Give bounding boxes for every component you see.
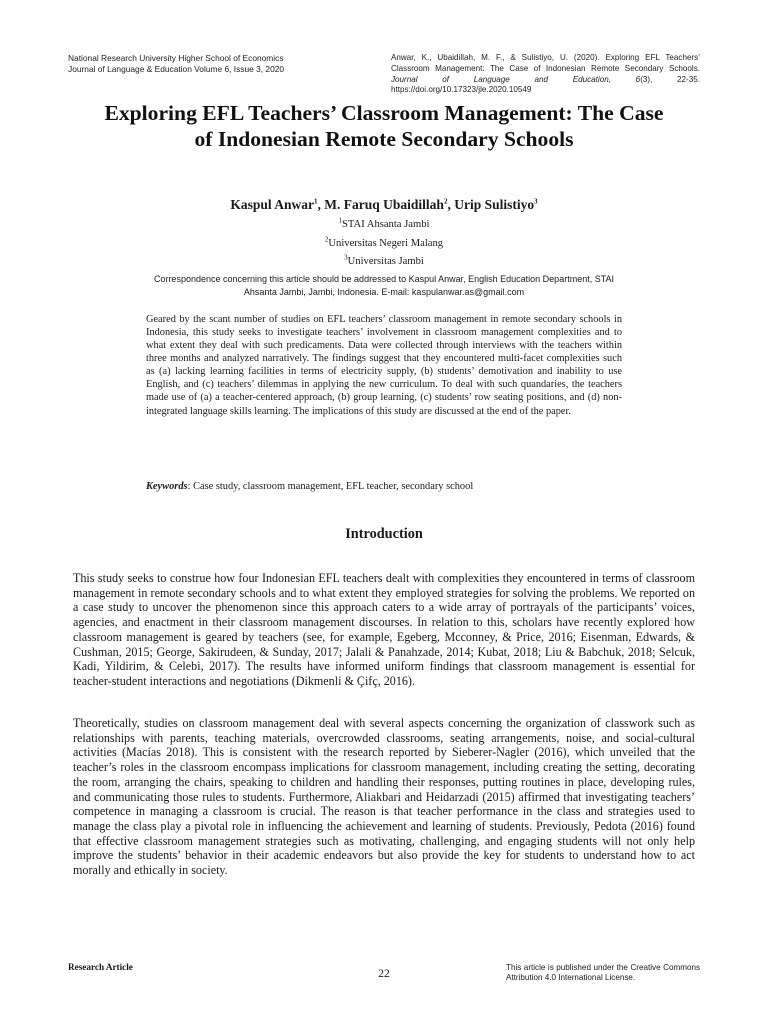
author-list: Kaspul Anwar$^1$, M. Faruq Ubaidillah$^2$, Urip Sulistiyo$^3$ xyxy=(230,197,538,212)
author-affil-mark: 3 xyxy=(534,197,538,206)
keywords xyxy=(146,480,622,494)
body-paragraph: Theoretically, studies on classroom management deal with several aspects concerning the organization of classwork such as relationships with parents, teaching materials, overcrowded classrooms, seating arrangements, noise, and social-cultural activities (Macías 2018). This is consistent with the research reported by Sieberer-Nagler (2016), which unveiled that the teacher’s roles in the classroom encompass implications for classroom management, including creating the setting, decorating the room, arranging the chairs, speaking to children and handling their responses, putting routines in place, developing rules, and communicating those rules to students. Furthermore, Aliakbari and Heidarzadi (2015) affirmed that investigating teachers’ competence in managing a classroom is crucial. The reason is that teacher performance in the class and strategies used to manage the class play a pivotal role in influencing the achievement and learning of students. Previously, Pedota (2016) found that effective classroom management strategies such as motivating, challenging, and engaging students will not only help improve the students’ behavior in their academic endeavors but also provide the key for students to understand how to act morally and ethically in society. xyxy=(73,716,695,878)
citation-prefix: Anwar, K., Ubaidillah, M. F., & Sulistiyo, U. (2020). Exploring EFL Teachers’ Classroom Management: The Case of Indonesian Remote Secondary Schools. xyxy=(391,53,700,73)
citation-suffix: (3), 22-35. https://doi.org/10.17323/jle.2020.10549 xyxy=(391,74,701,95)
citation-block xyxy=(391,53,700,96)
author-affil-mark: 2 xyxy=(443,197,448,206)
article-type: Research Article xyxy=(68,962,133,972)
keywords-label: Keywords xyxy=(146,481,188,492)
institution-name: National Research University Higher School of Economics xyxy=(68,53,284,63)
journal-issue: Journal of Language & Education Volume 6, Issue 3, 2020 xyxy=(68,64,285,74)
affiliation-item: $^1$STAI Ahsanta Jambi xyxy=(338,216,430,230)
page-number: 22 xyxy=(378,968,390,980)
author-name: M. Faruq Ubaidillah xyxy=(324,197,444,212)
keywords-list: : Case study, classroom management, EFL teacher, secondary school xyxy=(187,481,474,492)
paper-title: Exploring EFL Teachers’ Classroom Management: The Case of Indonesian Remote Secondary Schools xyxy=(104,101,664,151)
journal-header xyxy=(68,53,368,75)
body-paragraph: This study seeks to construe how four Indonesian EFL teachers dealt with complexities they encountered in terms of classroom management in remote secondary schools and to what extent they employed strategies for solving the problems. We reported on a case study to uncover the phenomenon since this approach caters to a wide array of portrayals of the participants’ voices, agencies, and enactment in their classroom management discourses. In relation to this, scholars have recently explored how classroom management is geared by teachers (see, for example, Egeberg, Mcconney, & Price, 2016; Eisenman, Edwards, & Cushman, 2015; George, Sakirudeen, & Sunday, 2017; Jalali & Panahzade, 2014; Kubat, 2018; Liu & Babchuk, 2018; Selcuk, Kadi, Yildirim, & Celebi, 2017). The results have informed uniform findings that classroom management is essential for teacher-student interactions and negotiations (Dikmenli & Çifç, 2016). xyxy=(73,571,695,688)
affiliation-item: $^3$Universitas Jambi xyxy=(344,253,424,267)
affiliation-item: $^2$Universitas Negeri Malang xyxy=(324,234,444,249)
affiliations xyxy=(100,216,668,272)
citation-journal: Journal of Language and Education, 6 xyxy=(391,74,641,84)
license-note: This article is published under the Creative Commons Attribution 4.0 International License. xyxy=(506,963,700,983)
section-heading: Introduction xyxy=(345,526,423,542)
author-name: Urip Sulistiyo xyxy=(454,197,535,212)
author-affil-mark: 1 xyxy=(314,197,318,206)
abstract: Geared by the scant number of studies on EFL teachers’ classroom management in remote secondary schools in Indonesia, this study seeks to investigate teachers’ involvement in classroom management complexities and to what extent they deal with such predicaments. Data were collected through interviews with the teachers within three months and analyzed narratively. The findings suggest that they encountered multi-facet complexities such as (a) lacking learning facilities in terms of electricity supply, (b) students’ demotivation and inability to use English, and (c) teachers’ dilemmas in applying the new curriculum. To deal with such quandaries, the teachers made use of (a) a teacher-centered approach, (b) group learning, (c) students’ row seating positions, and (d) non-integrated language skills learning. The implications of this study are discussed at the end of the paper. xyxy=(146,314,622,417)
correspondence-note: Correspondence concerning this article should be addressed to Kaspul Anwar, English Education Department, STAI Ahsanta Jambi, Jambi, Indonesia. E-mail: kaspulanwar.as@gmail.com xyxy=(153,274,615,297)
author-name: Kaspul Anwar xyxy=(230,197,315,212)
